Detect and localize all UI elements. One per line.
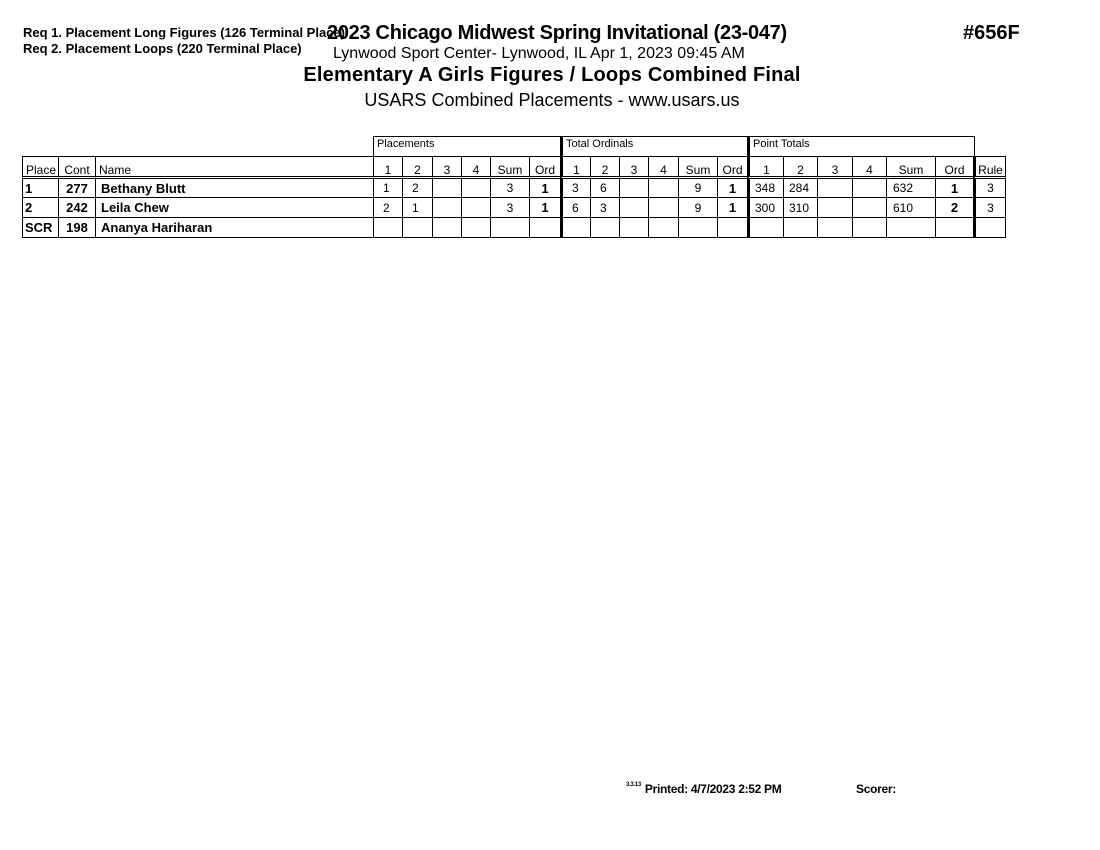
column-header-total-ordinals-4: 4 <box>648 156 678 179</box>
cell-point-totals-1: 300 <box>747 198 783 218</box>
column-header-placements-6: Ord <box>529 156 560 179</box>
cell-total-ordinals-1 <box>560 218 590 238</box>
venue-date: Lynwood Sport Center- Lynwood, IL Apr 1, 2023 09:45 AM <box>333 45 745 62</box>
cell-total-ordinals-3 <box>619 218 648 238</box>
event-name: Elementary A Girls Figures / Loops Combined Final <box>303 64 801 86</box>
cell-placements-2 <box>402 218 432 238</box>
cell-place: 1 <box>22 179 58 198</box>
cell-placements-1: 2 <box>373 198 402 218</box>
cell-total-ordinals-2: 6 <box>590 179 619 198</box>
cell-name: Leila Chew <box>95 198 373 218</box>
cell-point-totals-3 <box>817 198 852 218</box>
column-header-placements-4: 4 <box>461 156 490 179</box>
cell-point-totals-ord: 1 <box>935 179 973 198</box>
cell-placements-ord: 1 <box>529 179 560 198</box>
column-header-rule: Rule <box>973 156 1006 179</box>
column-header-placements-2: 2 <box>402 156 432 179</box>
cell-cont: 277 <box>58 179 95 198</box>
cell-point-totals-sum: 610 <box>886 198 935 218</box>
column-header-total-ordinals-6: Ord <box>717 156 747 179</box>
cell-cont: 242 <box>58 198 95 218</box>
cell-total-ordinals-sum: 9 <box>678 179 717 198</box>
cell-placements-3 <box>432 198 461 218</box>
cell-placements-1 <box>373 218 402 238</box>
cell-placements-sum: 3 <box>490 198 529 218</box>
cell-total-ordinals-3 <box>619 179 648 198</box>
cell-cont: 198 <box>58 218 95 238</box>
cell-total-ordinals-4 <box>648 218 678 238</box>
group-header-point-totals: Point Totals <box>747 136 975 157</box>
cell-total-ordinals-sum <box>678 218 717 238</box>
cell-point-totals-4 <box>852 198 886 218</box>
column-header-placements-1: 1 <box>373 156 402 179</box>
cell-placements-4 <box>461 198 490 218</box>
column-header-total-ordinals-3: 3 <box>619 156 648 179</box>
event-code: #656F <box>963 22 1020 44</box>
cell-total-ordinals-2: 3 <box>590 198 619 218</box>
cell-total-ordinals-ord: 1 <box>717 179 747 198</box>
cell-point-totals-sum: 632 <box>886 179 935 198</box>
cell-placements-3 <box>432 218 461 238</box>
column-header-cont: Cont <box>58 156 95 179</box>
cell-total-ordinals-sum: 9 <box>678 198 717 218</box>
cell-placements-3 <box>432 179 461 198</box>
competition-title: 2023 Chicago Midwest Spring Invitational (23-047) <box>327 22 787 44</box>
cell-point-totals-4 <box>852 179 886 198</box>
column-header-point-totals-6: Ord <box>935 156 973 179</box>
cell-placements-ord <box>529 218 560 238</box>
column-header-place: Place <box>22 156 58 179</box>
group-header-placements: Placements <box>373 136 561 157</box>
cell-point-totals-sum <box>886 218 935 238</box>
cell-placements-2: 1 <box>402 198 432 218</box>
column-header-point-totals-1: 1 <box>747 156 783 179</box>
cell-total-ordinals-4 <box>648 198 678 218</box>
cell-rule: 3 <box>973 198 1006 218</box>
group-header-total-ordinals: Total Ordinals <box>560 136 749 157</box>
cell-point-totals-3 <box>817 218 852 238</box>
cell-name: Ananya Hariharan <box>95 218 373 238</box>
cell-placements-ord: 1 <box>529 198 560 218</box>
cell-placements-4 <box>461 179 490 198</box>
cell-point-totals-2: 284 <box>783 179 817 198</box>
cell-placements-sum <box>490 218 529 238</box>
scorer-label: Scorer: <box>856 782 896 796</box>
cell-point-totals-2 <box>783 218 817 238</box>
column-header-placements-5: Sum <box>490 156 529 179</box>
cell-rule <box>973 218 1006 238</box>
cell-point-totals-3 <box>817 179 852 198</box>
column-header-point-totals-4: 4 <box>852 156 886 179</box>
subtitle: USARS Combined Placements - www.usars.us <box>364 90 740 110</box>
cell-place: 2 <box>22 198 58 218</box>
cell-point-totals-4 <box>852 218 886 238</box>
column-header-point-totals-2: 2 <box>783 156 817 179</box>
cell-total-ordinals-2 <box>590 218 619 238</box>
version: 3.3.13 <box>626 782 641 788</box>
cell-total-ordinals-4 <box>648 179 678 198</box>
cell-placements-sum: 3 <box>490 179 529 198</box>
column-header-total-ordinals-2: 2 <box>590 156 619 179</box>
cell-point-totals-2: 310 <box>783 198 817 218</box>
cell-total-ordinals-1: 6 <box>560 198 590 218</box>
column-header-name: Name <box>95 156 373 179</box>
cell-point-totals-1: 348 <box>747 179 783 198</box>
cell-name: Bethany Blutt <box>95 179 373 198</box>
printed-date: Printed: 4/7/2023 2:52 PM <box>644 782 782 796</box>
column-header-placements-3: 3 <box>432 156 461 179</box>
cell-point-totals-1 <box>747 218 783 238</box>
column-header-total-ordinals-1: 1 <box>560 156 590 179</box>
cell-total-ordinals-1: 3 <box>560 179 590 198</box>
column-header-point-totals-5: Sum <box>886 156 935 179</box>
cell-placements-1: 1 <box>373 179 402 198</box>
requirement-1: Req 1. Placement Long Figures (126 Terminal Place) <box>23 25 345 40</box>
cell-placements-4 <box>461 218 490 238</box>
cell-total-ordinals-3 <box>619 198 648 218</box>
column-header-total-ordinals-5: Sum <box>678 156 717 179</box>
cell-total-ordinals-ord <box>717 218 747 238</box>
cell-placements-2: 2 <box>402 179 432 198</box>
cell-point-totals-ord <box>935 218 973 238</box>
cell-place: SCR <box>22 218 58 238</box>
requirement-2: Req 2. Placement Loops (220 Terminal Place) <box>23 41 302 56</box>
cell-point-totals-ord: 2 <box>935 198 973 218</box>
cell-total-ordinals-ord: 1 <box>717 198 747 218</box>
printed-info <box>626 782 781 796</box>
column-header-point-totals-3: 3 <box>817 156 852 179</box>
cell-rule: 3 <box>973 179 1006 198</box>
